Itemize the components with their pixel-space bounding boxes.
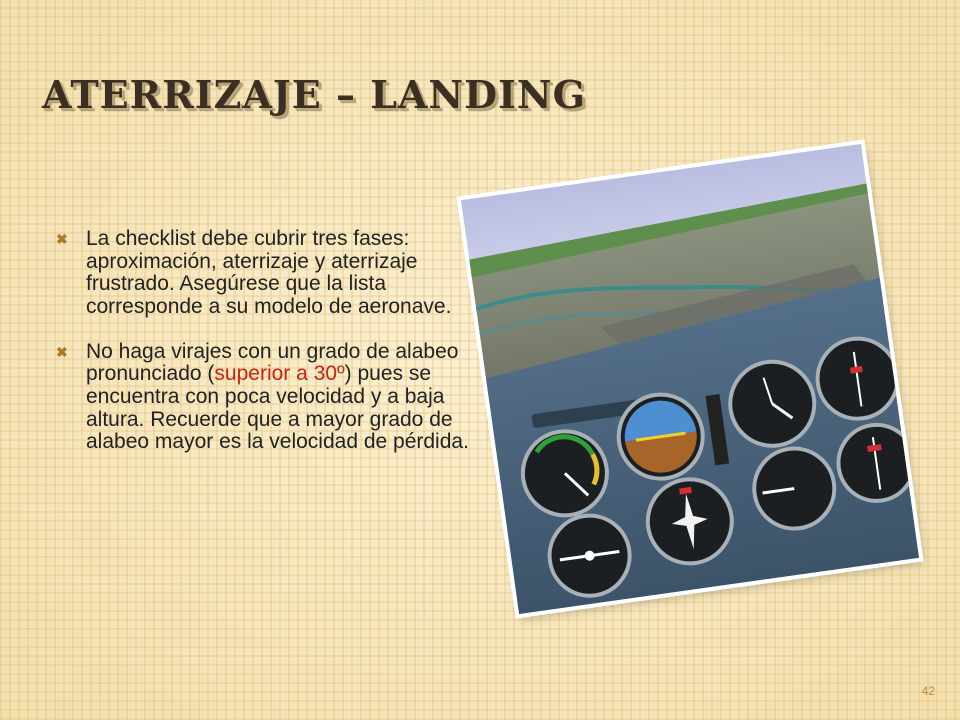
x-bullet-icon: ✖ (56, 343, 68, 360)
bullet-text: La checklist debe cubrir tres fases: aproximación, aterrizaje y aterrizaje frustrado. Asegúrese que la lista corresponde a su modelo de aeronave. (86, 227, 452, 319)
bullet-text: No haga virajes con un grado de alabeo pronunciado ( (86, 339, 459, 386)
cockpit-illustration (461, 144, 919, 614)
x-bullet-icon: ✖ (56, 231, 68, 247)
bullet-text-continued: ) pues se encuentra con poca velocidad y a baja altura. Recuerde que a mayor grado de alabeo mayor es la velocidad de pérdida. (86, 362, 469, 454)
bullet-list (52, 228, 472, 476)
page-number: 42 (921, 684, 935, 698)
bullet-highlight: superior a 30º (214, 362, 345, 386)
bullet-item (52, 228, 472, 319)
slide-title: ATERRIZAJE – LANDING (42, 72, 587, 117)
bullet-item (52, 341, 472, 454)
cockpit-landing-image (461, 144, 919, 614)
